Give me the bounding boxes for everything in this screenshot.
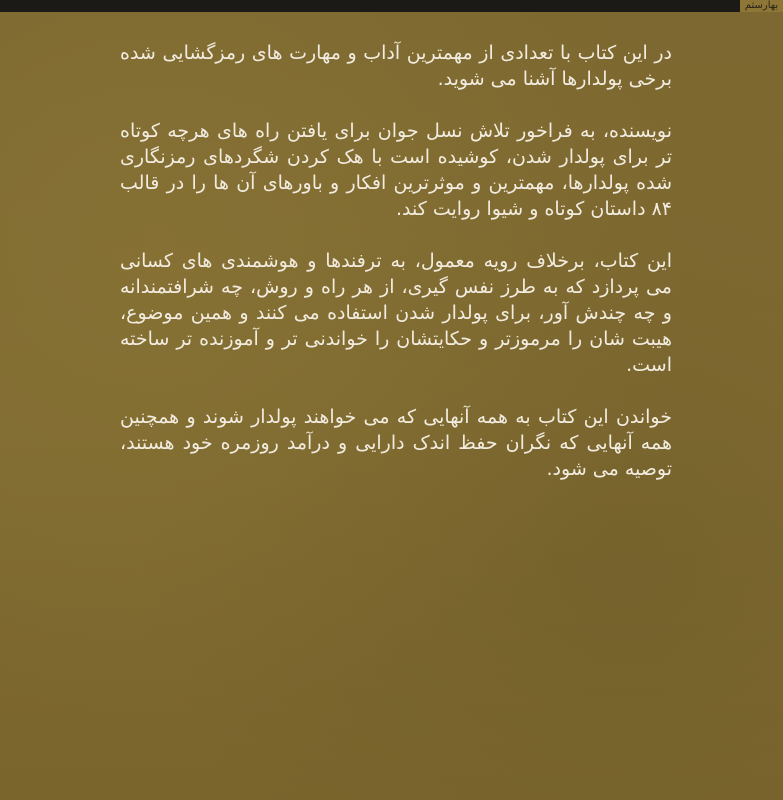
publisher-tab: [740, 0, 783, 12]
back-cover-text: [120, 40, 672, 482]
publisher-tab-label: بهارستم: [744, 0, 779, 11]
top-dark-strip: [0, 0, 783, 12]
paragraph-author: نویسنده، به فراخور تلاش نسل جوان برای یافتن راه های هرچه کوتاه تر برای پولدار شدن، کوشیده است با هک کردن شگردهای رمزنگاری شده پولدارها، مهمترین و موثرترین افکار و باورهای آن ها را در قالب ۸۴ داستان کوتاه و شیوا روایت کند.: [120, 120, 672, 220]
paragraph-recommendation: خواندن این کتاب به همه آنهایی که می خواهند پولدار شوند و همچنین همه آنهایی که نگران حفظ اندک دارایی و درآمد روزمره خود هستند، توصیه می شود.: [120, 406, 672, 480]
paragraph-approach: این کتاب، برخلاف رویه معمول، به ترفندها و هوشمندی های کسانی می پردازد که به طرز نفس گیری، از هر راه و روش، چه شرافتمندانه و چه چندش آور، برای پولدار شدن استفاده می کنند و همین موضوع، هیبت شان را مرموزتر و حکایتشان را خواندنی تر و آموزنده تر ساخته است.: [120, 250, 672, 376]
paragraph-intro: در این کتاب با تعدادی از مهمترین آداب و مهارت های رمزگشایی شده برخی پولدارها آشنا می شوید.: [120, 42, 672, 90]
